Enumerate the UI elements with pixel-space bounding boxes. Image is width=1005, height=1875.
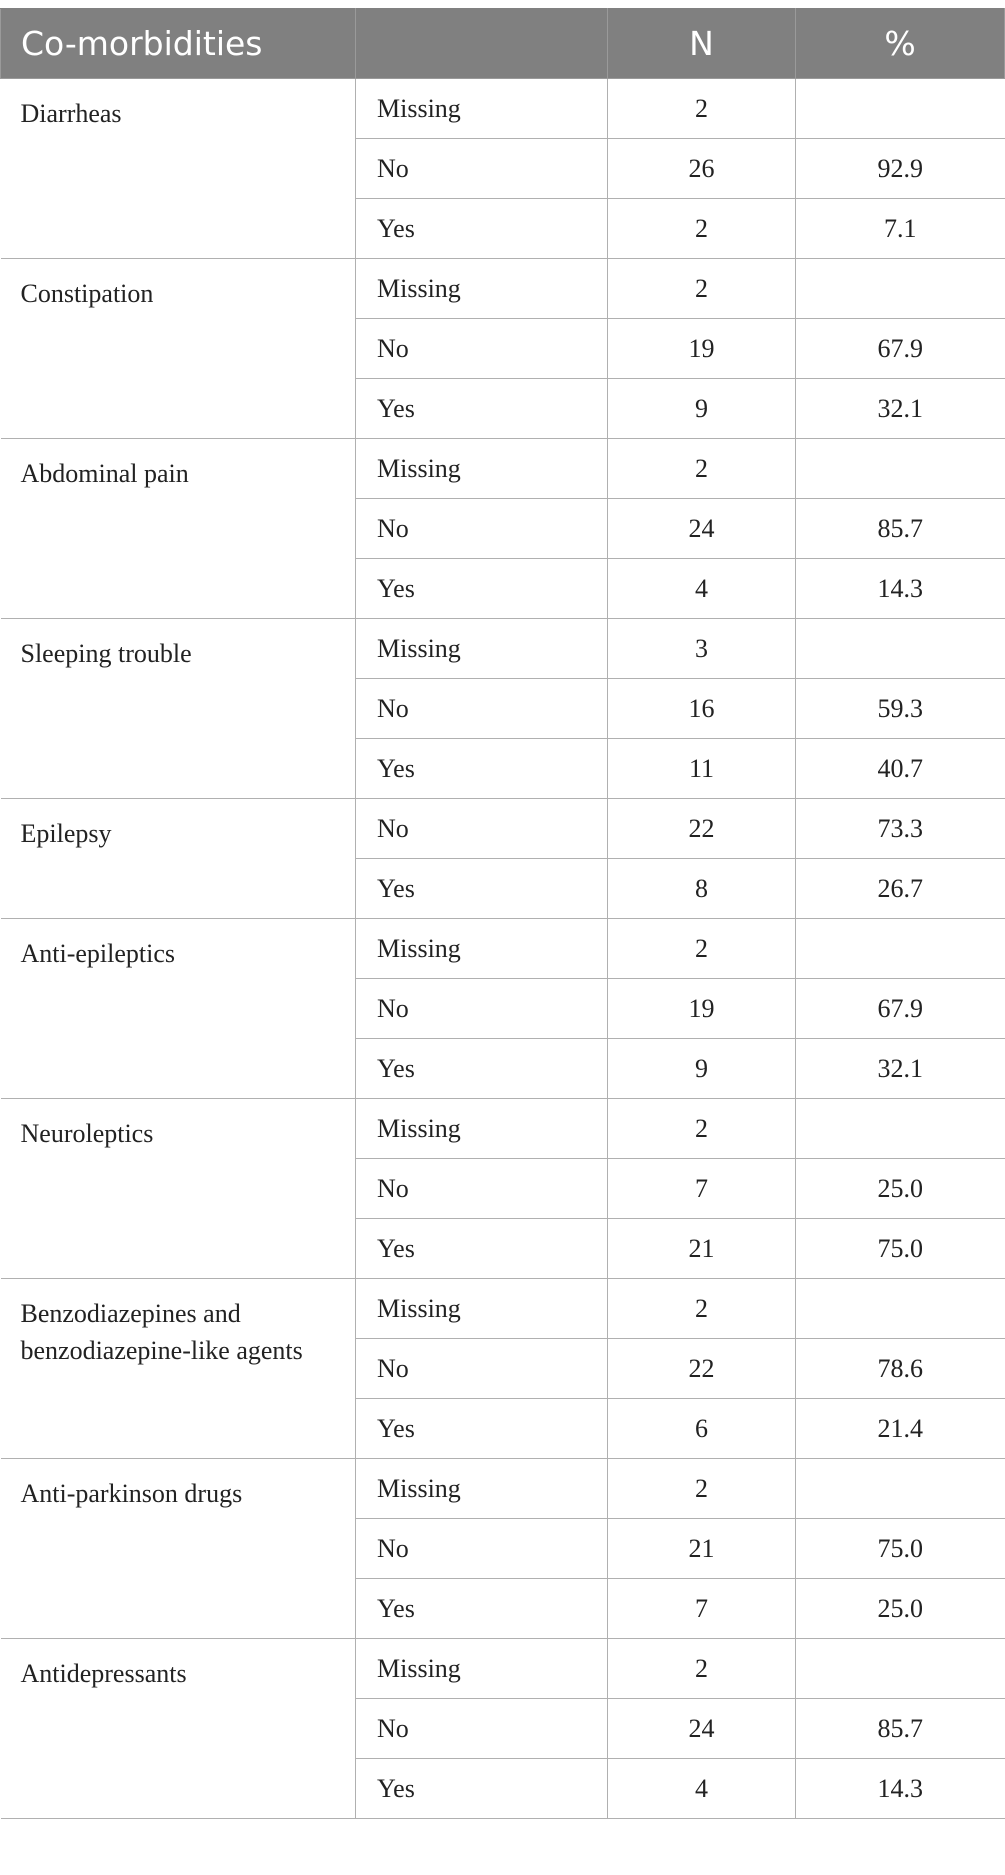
percent-cell: 85.7	[796, 499, 1005, 559]
percent-cell: 14.3	[796, 1759, 1005, 1819]
level-cell: Missing	[356, 619, 608, 679]
percent-cell: 92.9	[796, 139, 1005, 199]
n-cell: 2	[608, 1099, 796, 1159]
percent-cell	[796, 1099, 1005, 1159]
comorbidity-name: Diarrheas	[1, 79, 356, 259]
comorbidity-name: Anti-parkinson drugs	[1, 1459, 356, 1639]
n-cell: 2	[608, 919, 796, 979]
percent-cell: 85.7	[796, 1699, 1005, 1759]
level-cell: Yes	[356, 1219, 608, 1279]
percent-cell	[796, 919, 1005, 979]
n-cell: 7	[608, 1579, 796, 1639]
n-cell: 2	[608, 1279, 796, 1339]
n-cell: 19	[608, 979, 796, 1039]
level-cell: Missing	[356, 1279, 608, 1339]
table-row	[1, 1099, 1005, 1159]
percent-cell: 67.9	[796, 319, 1005, 379]
table-row	[1, 1459, 1005, 1519]
n-cell: 24	[608, 499, 796, 559]
percent-cell: 21.4	[796, 1399, 1005, 1459]
level-cell: Missing	[356, 79, 608, 139]
percent-cell: 75.0	[796, 1219, 1005, 1279]
level-cell: Missing	[356, 919, 608, 979]
level-cell: Missing	[356, 1099, 608, 1159]
percent-cell	[796, 1459, 1005, 1519]
percent-cell	[796, 1639, 1005, 1699]
percent-cell: 40.7	[796, 739, 1005, 799]
n-cell: 4	[608, 559, 796, 619]
level-cell: Yes	[356, 1399, 608, 1459]
n-cell: 8	[608, 859, 796, 919]
level-cell: Missing	[356, 1459, 608, 1519]
n-cell: 2	[608, 79, 796, 139]
n-cell: 22	[608, 799, 796, 859]
n-cell: 26	[608, 139, 796, 199]
level-cell: No	[356, 1699, 608, 1759]
level-cell: Missing	[356, 1639, 608, 1699]
level-cell: No	[356, 979, 608, 1039]
level-cell: No	[356, 1339, 608, 1399]
percent-cell: 59.3	[796, 679, 1005, 739]
percent-cell: 67.9	[796, 979, 1005, 1039]
percent-cell	[796, 259, 1005, 319]
level-cell: No	[356, 499, 608, 559]
comorbidity-name: Benzodiazepines and benzodiazepine-like agents	[1, 1279, 356, 1459]
level-cell: No	[356, 799, 608, 859]
n-cell: 2	[608, 1459, 796, 1519]
table-body	[1, 79, 1005, 1819]
table-row	[1, 439, 1005, 499]
n-cell: 3	[608, 619, 796, 679]
header-n: N	[608, 9, 796, 79]
level-cell: Yes	[356, 559, 608, 619]
n-cell: 9	[608, 379, 796, 439]
n-cell: 21	[608, 1219, 796, 1279]
percent-cell	[796, 439, 1005, 499]
level-cell: Missing	[356, 439, 608, 499]
header-percent: %	[796, 9, 1005, 79]
table-row	[1, 1639, 1005, 1699]
comorbidity-name: Neuroleptics	[1, 1099, 356, 1279]
level-cell: Yes	[356, 739, 608, 799]
table-row	[1, 799, 1005, 859]
percent-cell: 26.7	[796, 859, 1005, 919]
n-cell: 11	[608, 739, 796, 799]
comorbidity-name: Anti-epileptics	[1, 919, 356, 1099]
level-cell: No	[356, 139, 608, 199]
table-header	[1, 9, 1005, 79]
percent-cell: 32.1	[796, 1039, 1005, 1099]
comorbidity-name: Antidepressants	[1, 1639, 356, 1819]
percent-cell: 7.1	[796, 199, 1005, 259]
percent-cell: 25.0	[796, 1579, 1005, 1639]
percent-cell: 75.0	[796, 1519, 1005, 1579]
percent-cell	[796, 79, 1005, 139]
header-comorbidities: Co-morbidities	[1, 9, 356, 79]
level-cell: No	[356, 1519, 608, 1579]
level-cell: Yes	[356, 199, 608, 259]
n-cell: 24	[608, 1699, 796, 1759]
percent-cell: 32.1	[796, 379, 1005, 439]
n-cell: 2	[608, 439, 796, 499]
level-cell: Yes	[356, 1759, 608, 1819]
n-cell: 2	[608, 1639, 796, 1699]
percent-cell: 73.3	[796, 799, 1005, 859]
percent-cell: 14.3	[796, 559, 1005, 619]
percent-cell	[796, 619, 1005, 679]
percent-cell: 25.0	[796, 1159, 1005, 1219]
n-cell: 16	[608, 679, 796, 739]
header-row	[1, 9, 1005, 79]
n-cell: 7	[608, 1159, 796, 1219]
table-row	[1, 79, 1005, 139]
percent-cell: 78.6	[796, 1339, 1005, 1399]
n-cell: 21	[608, 1519, 796, 1579]
comorbidity-name: Constipation	[1, 259, 356, 439]
n-cell: 22	[608, 1339, 796, 1399]
level-cell: Yes	[356, 859, 608, 919]
level-cell: Yes	[356, 1579, 608, 1639]
n-cell: 2	[608, 199, 796, 259]
comorbidities-table	[0, 8, 1005, 1819]
n-cell: 2	[608, 259, 796, 319]
level-cell: No	[356, 679, 608, 739]
level-cell: Missing	[356, 259, 608, 319]
comorbidity-name: Epilepsy	[1, 799, 356, 919]
level-cell: No	[356, 1159, 608, 1219]
table-row	[1, 919, 1005, 979]
table-row	[1, 619, 1005, 679]
header-level	[356, 9, 608, 79]
table-row	[1, 1279, 1005, 1339]
level-cell: Yes	[356, 1039, 608, 1099]
level-cell: Yes	[356, 379, 608, 439]
percent-cell	[796, 1279, 1005, 1339]
n-cell: 9	[608, 1039, 796, 1099]
n-cell: 19	[608, 319, 796, 379]
comorbidity-name: Sleeping trouble	[1, 619, 356, 799]
level-cell: No	[356, 319, 608, 379]
comorbidity-name: Abdominal pain	[1, 439, 356, 619]
table-row	[1, 259, 1005, 319]
n-cell: 6	[608, 1399, 796, 1459]
n-cell: 4	[608, 1759, 796, 1819]
